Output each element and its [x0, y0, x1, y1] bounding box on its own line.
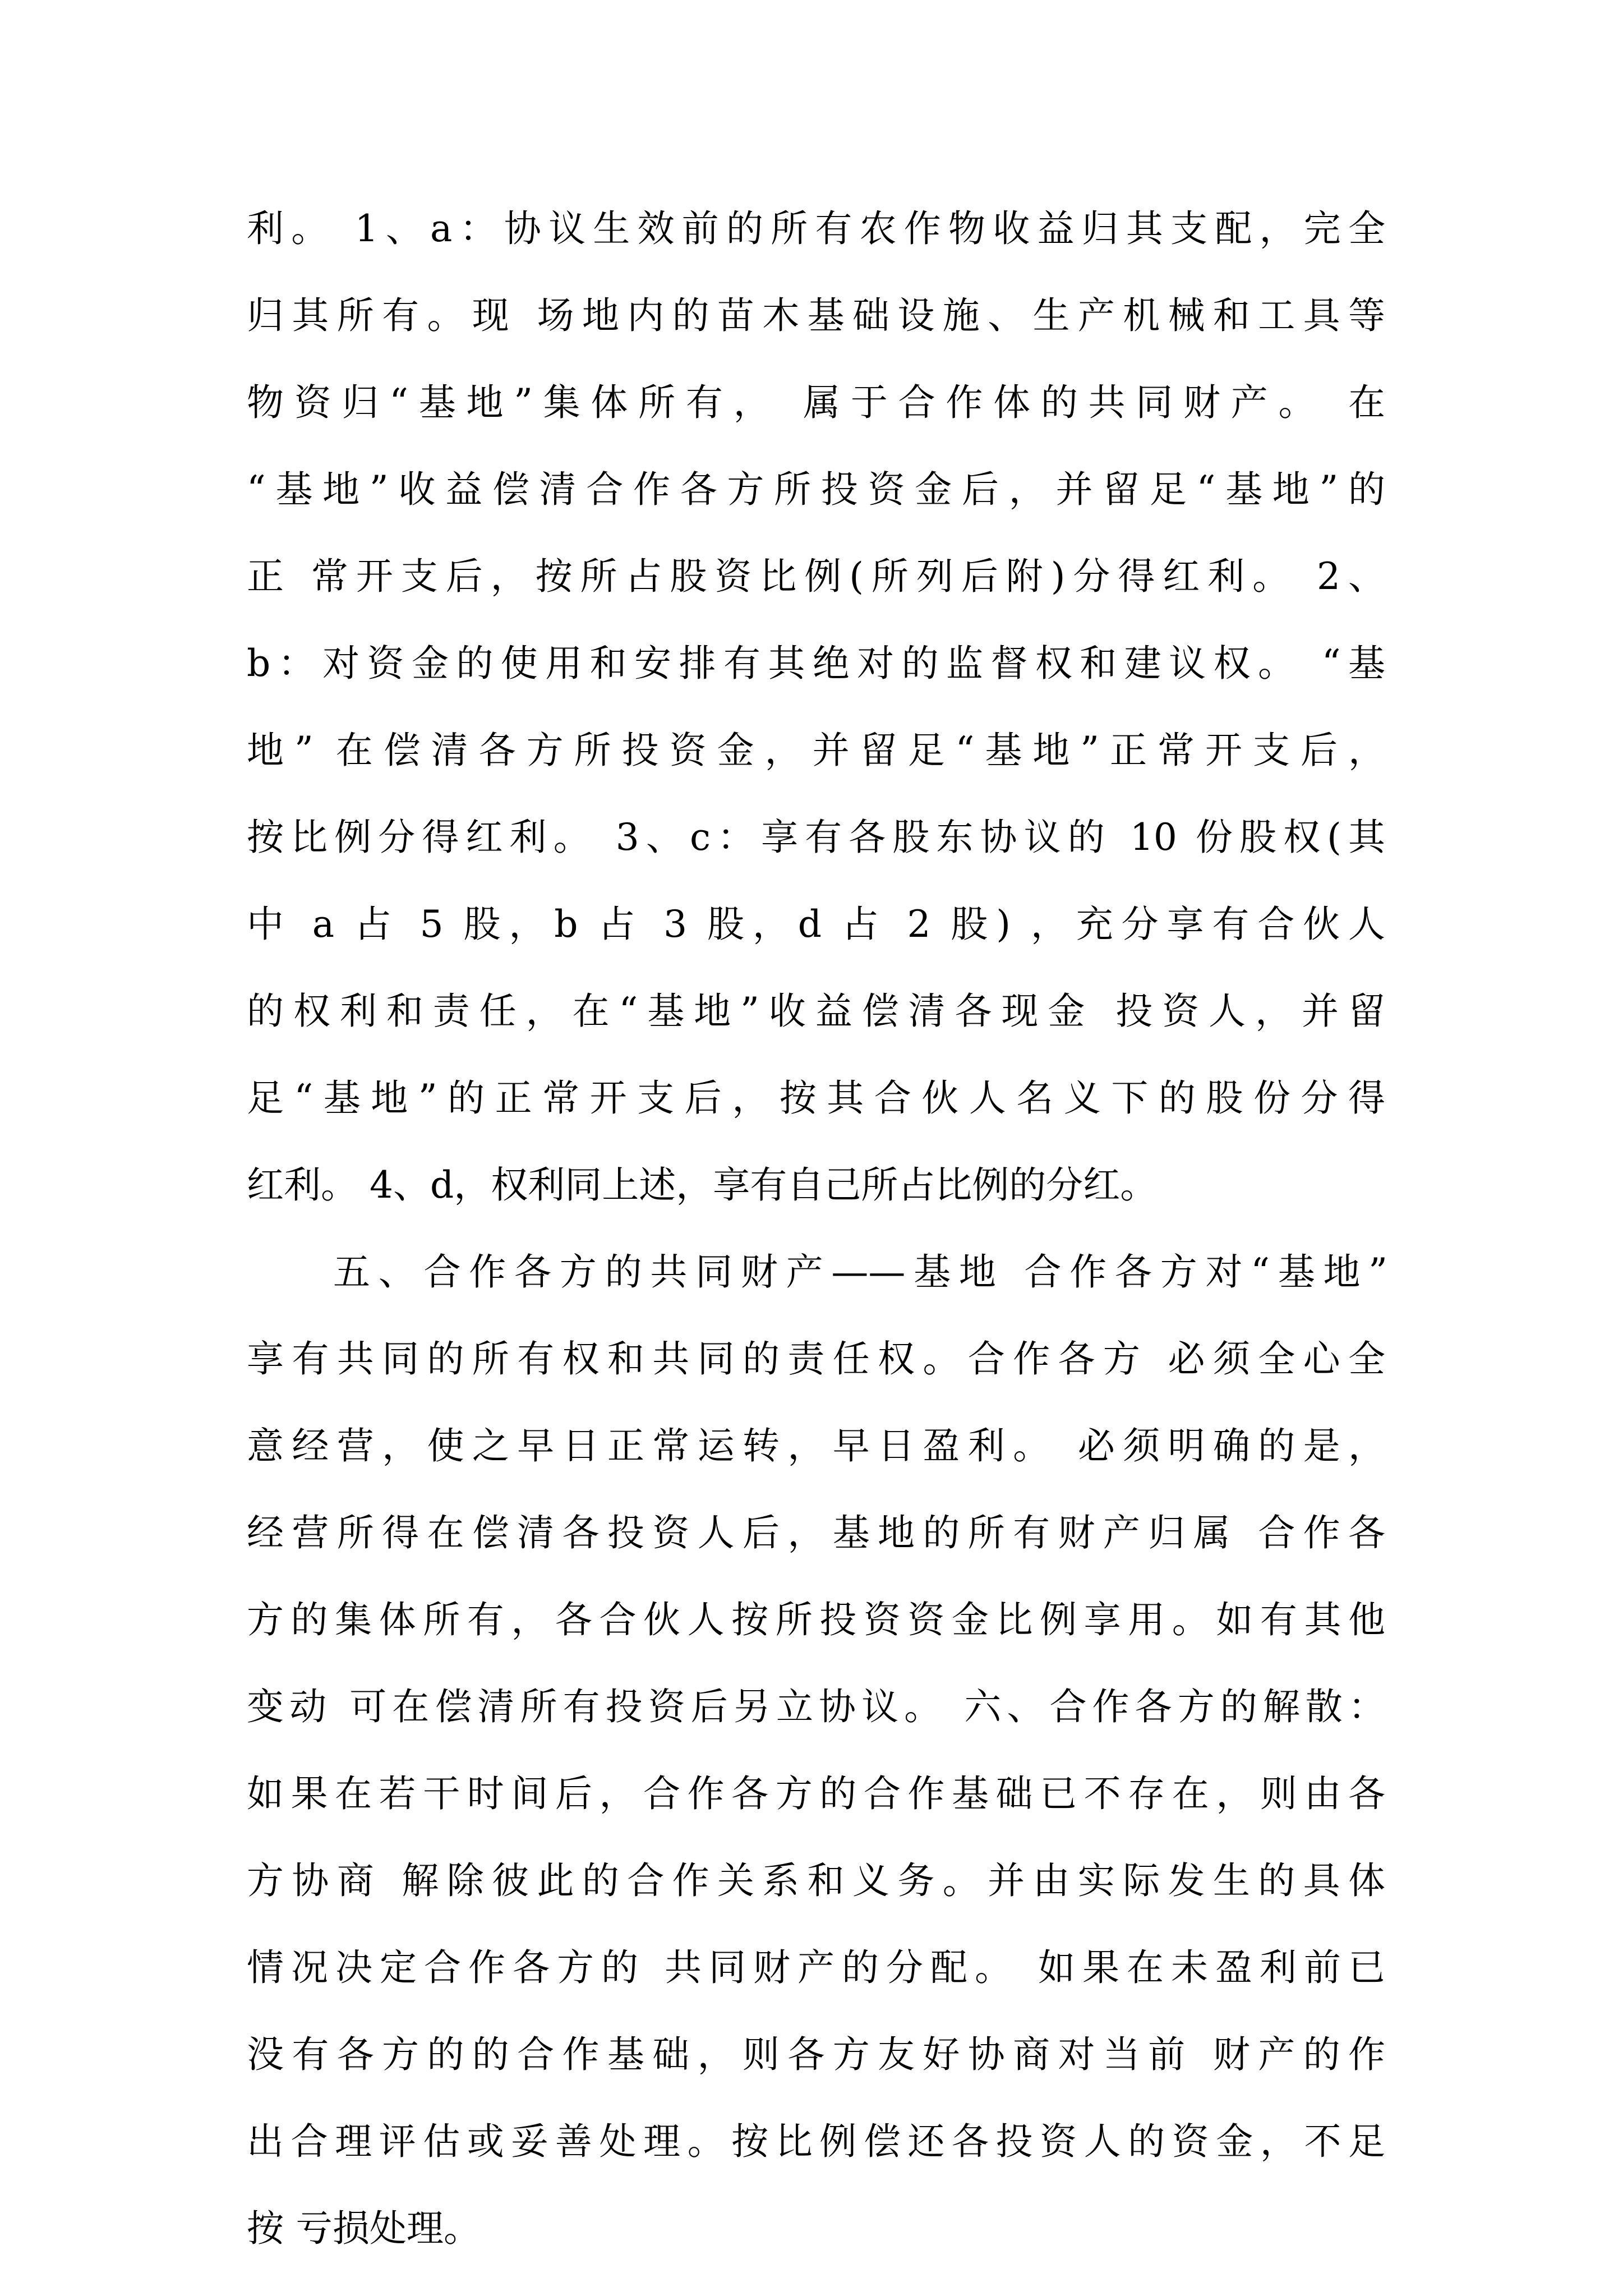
text-line-2: 归其所有。现 场地内的苗木基础设施、生产机械和工具等: [247, 294, 1385, 337]
text-line-15: 意经营，使之早日正常运转，早日盈利。 必须明确的是，: [247, 1424, 1385, 1467]
text-line-20: 方协商 解除彼此的合作关系和义务。并由实际发生的具体: [247, 1859, 1385, 1902]
text-line-10: 的权利和责任，在“基地”收益偿清各现金 投资人，并留: [247, 990, 1385, 1033]
text-line-4: “基地”收益偿清合作各方所投资金后，并留足“基地”的: [247, 468, 1385, 511]
text-line-1: 利。 1、a：协议生效前的所有农作物收益归其支配，完全: [247, 207, 1385, 250]
text-line-16: 经营所得在偿清各投资人后，基地的所有财产归属 合作各: [247, 1511, 1385, 1554]
text-line-3: 物资归“基地”集体所有， 属于合作体的共同财产。 在: [247, 381, 1385, 424]
text-line-21: 情况决定合作各方的 共同财产的分配。 如果在未盈利前已: [247, 1946, 1385, 1989]
text-line-14: 享有共同的所有权和共同的责任权。合作各方 必须全心全: [247, 1337, 1385, 1381]
text-line-12: 红利。 4、d，权利同上述，享有自己所占比例的分红。: [247, 1163, 1158, 1207]
text-line-6: b：对资金的使用和安排有其绝对的监督权和建议权。 “基: [247, 642, 1385, 685]
text-line-22: 没有各方的的合作基础，则各方友好协商对当前 财产的作: [247, 2033, 1385, 2076]
text-line-8: 按比例分得红利。 3、c：享有各股东协议的 10 份股权(其: [247, 816, 1385, 859]
text-line-24: 按 亏损处理。: [247, 2207, 481, 2250]
text-line-23: 出合理评估或妥善处理。按比例偿还各投资人的资金，不足: [247, 2120, 1385, 2163]
text-line-13: 五、合作各方的共同财产——基地 合作各方对“基地”: [333, 1250, 1387, 1294]
text-line-19: 如果在若干时间后，合作各方的合作基础已不存在，则由各: [247, 1772, 1385, 1815]
text-line-17: 方的集体所有，各合伙人按所投资资金比例享用。如有其他: [247, 1598, 1385, 1641]
text-line-18: 变动 可在偿清所有投资后另立协议。 六、合作各方的解散：: [247, 1685, 1385, 1728]
text-line-11: 足“基地”的正常开支后，按其合伙人名义下的股份分得: [247, 1076, 1385, 1120]
text-line-5: 正 常开支后，按所占股资比例(所列后附)分得红利。 2、: [247, 555, 1385, 598]
text-line-9: 中 a 占 5 股，b 占 3 股，d 占 2 股) ，充分享有合伙人: [247, 903, 1385, 946]
text-line-7: 地” 在偿清各方所投资金，并留足“基地”正常开支后，: [247, 729, 1385, 772]
